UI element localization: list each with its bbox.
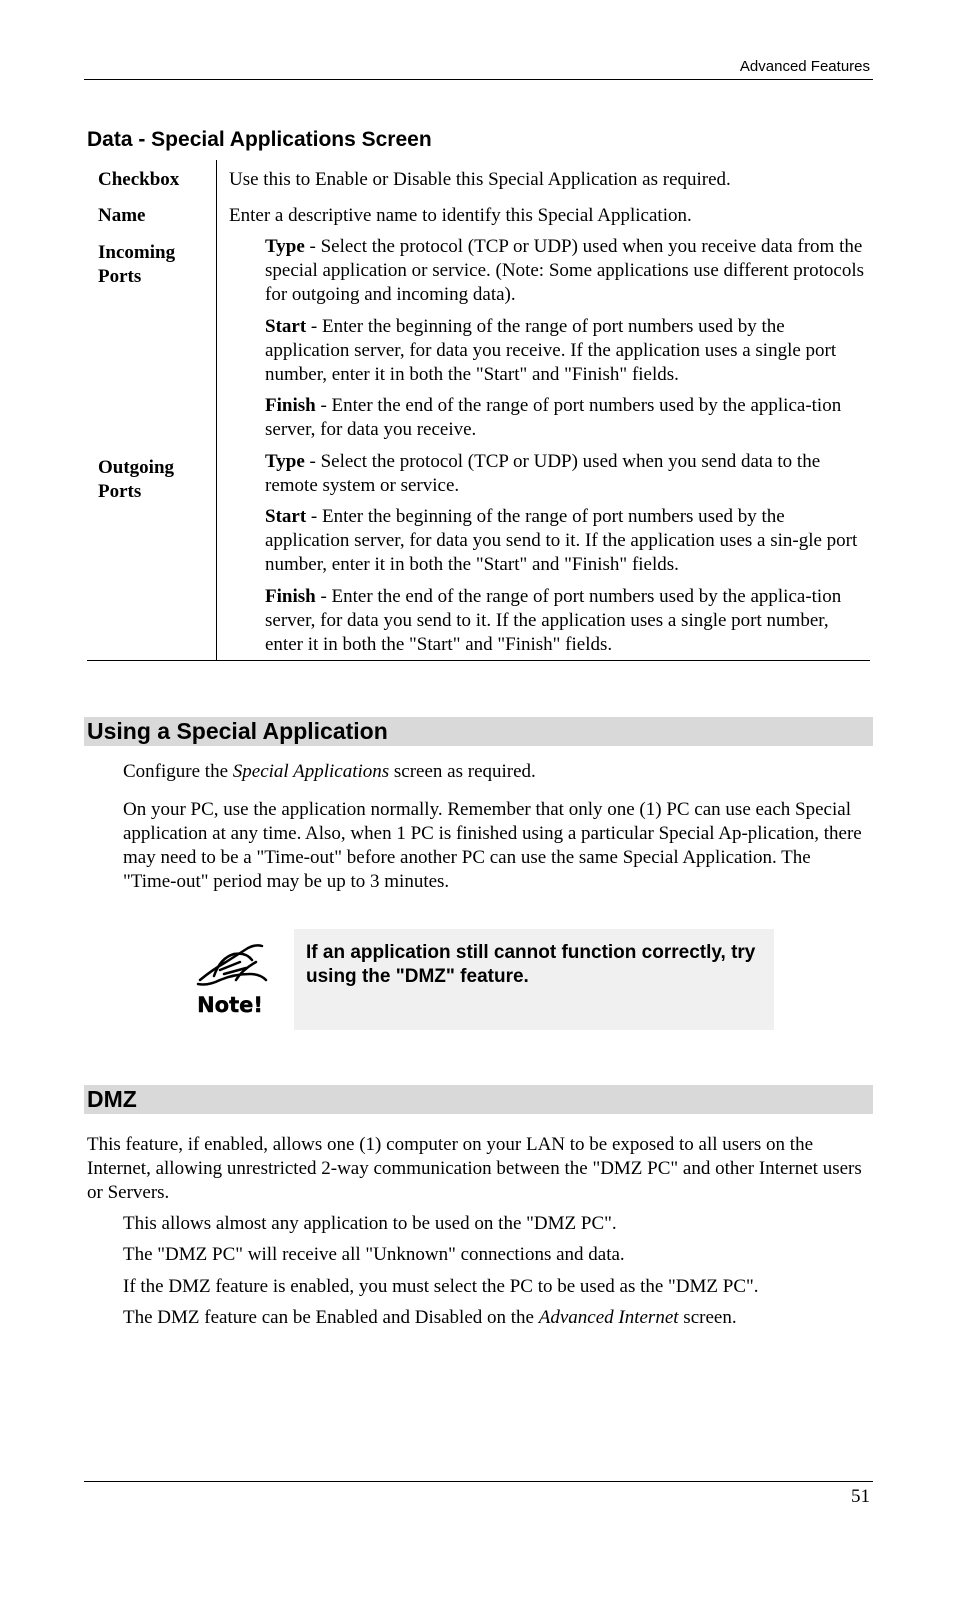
dmz-paragraph-1: This allows almost any application to be used on the "DMZ PC". [123, 1213, 617, 1234]
dmz-p4-pre: The DMZ feature can be Enabled and Disabled on the [123, 1307, 539, 1328]
term-name: Name [98, 205, 146, 226]
page-number: 51 [851, 1486, 870, 1507]
def-name: Enter a descriptive name to identify this Special Application. [229, 205, 692, 226]
text-type: - Select the protocol (TCP or UDP) used when you receive data from the special application or service. (Note: Some applications use different protocols for outgoing and incoming data). [265, 236, 865, 305]
text-start: - Enter the beginning of the range of port numbers used by the application server, for data you send to it. If the application uses a sin-gle port number, enter it in both the "Start" and "Finish" fields. [265, 506, 858, 575]
label-finish: Finish [265, 586, 316, 607]
section-title: Data - Special Applications Screen [87, 128, 432, 151]
heading-using-special-application: Using a Special Application [84, 717, 873, 746]
term-incoming-line1: Incoming [98, 242, 176, 263]
header-rule [84, 79, 873, 80]
note-icon-label: Note! [197, 993, 263, 1017]
using-p1-pre: Configure the [123, 761, 233, 782]
dmz-paragraph-3: If the DMZ feature is enabled, you must select the PC to be used as the "DMZ PC". [123, 1276, 759, 1297]
term-outgoing-line2: Ports [98, 481, 142, 502]
term-checkbox: Checkbox [98, 169, 180, 190]
text-finish: - Enter the end of the range of port numbers used by the applica-tion server, for data you send to it. If the application uses a single port number, enter it in both the "Start" and "Finish" fields. [265, 586, 842, 655]
def-incoming-start [265, 315, 865, 387]
label-start: Start [265, 506, 307, 527]
label-type: Type [265, 451, 305, 472]
def-outgoing-type [265, 450, 865, 498]
table-divider [216, 160, 217, 661]
text-start: - Enter the beginning of the range of port numbers used by the application server, for data you receive. If the application uses a single port number, enter it in both the "Start" and "Finish" fields. [265, 316, 837, 385]
def-incoming-type [265, 235, 865, 307]
label-type: Type [265, 236, 305, 257]
dmz-intro: This feature, if enabled, allows one (1) computer on your LAN to be exposed to all users on the Internet, allowing unrestricted 2-way communication between the "DMZ PC" and other Internet users or Servers. [87, 1134, 862, 1203]
table-bottom-rule [87, 660, 870, 661]
using-p1-em: Special Applications [232, 761, 390, 782]
def-checkbox: Use this to Enable or Disable this Special Application as required. [229, 169, 731, 190]
footer-rule [84, 1481, 873, 1482]
def-incoming-finish [265, 394, 865, 442]
definition-table [87, 160, 870, 661]
label-finish: Finish [265, 395, 316, 416]
dmz-paragraph-2: The "DMZ PC" will receive all "Unknown" connections and data. [123, 1244, 625, 1265]
term-outgoing-ports [98, 456, 174, 504]
note-box: If an application still cannot function correctly, try using the "DMZ" feature. [294, 929, 774, 1030]
using-p1-post: screen as required. [389, 761, 536, 782]
label-start: Start [265, 316, 307, 337]
using-paragraph-1 [123, 760, 873, 784]
header-title: Advanced Features [739, 58, 870, 75]
dmz-p4-post: screen. [678, 1307, 737, 1328]
heading-dmz: DMZ [84, 1085, 873, 1114]
text-type: - Select the protocol (TCP or UDP) used when you send data to the remote system or service. [265, 451, 821, 496]
def-outgoing-finish [265, 585, 865, 657]
text-finish: - Enter the end of the range of port numbers used by the applica-tion server, for data you receive. [265, 395, 842, 440]
term-incoming-line2: Ports [98, 266, 142, 287]
def-outgoing-start [265, 505, 865, 577]
term-outgoing-line1: Outgoing [98, 457, 175, 478]
using-paragraph-2: On your PC, use the application normally. Remember that only one (1) PC can use each Special application at any time. Also, when 1 PC is finished using a particular Special Ap-plication, there may need to be a "Time-out" before another PC can use the same Special Application. The "Time-out" period may be up to 3 minutes. [123, 799, 862, 892]
dmz-paragraph-4 [123, 1306, 873, 1330]
dmz-p4-em: Advanced Internet [538, 1307, 679, 1328]
note-icon [190, 940, 270, 1018]
term-incoming-ports [98, 241, 175, 289]
